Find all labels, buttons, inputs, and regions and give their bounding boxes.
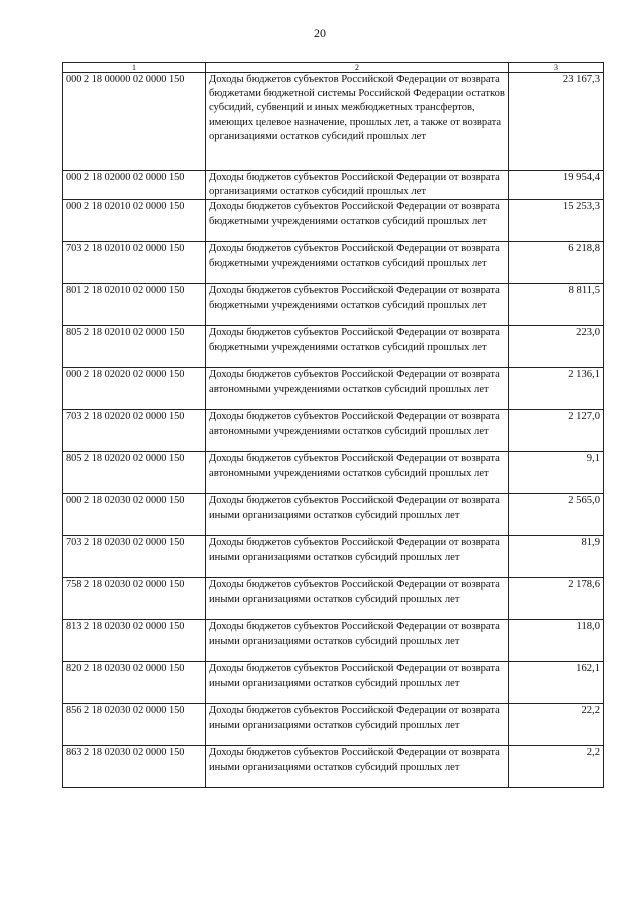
revenue-description: Доходы бюджетов субъектов Российской Федерации от возврата бюджетными учреждениями остатков субсидий прошлых лет [206,326,509,368]
table-row [63,242,604,284]
amount: 23 167,3 [509,73,604,171]
budget-code: 801 2 18 02010 02 0000 150 [63,284,206,326]
revenue-description: Доходы бюджетов субъектов Российской Федерации от возврата организациями остатков субсидий прошлых лет [206,171,509,200]
budget-code: 703 2 18 02010 02 0000 150 [63,242,206,284]
table-row [63,452,604,494]
column-header-amount: 3 [509,63,604,73]
budget-code: 703 2 18 02030 02 0000 150 [63,536,206,578]
table-row [63,620,604,662]
table-header [63,63,604,73]
budget-code: 813 2 18 02030 02 0000 150 [63,620,206,662]
revenue-description: Доходы бюджетов субъектов Российской Федерации от возврата бюджетными учреждениями остатков субсидий прошлых лет [206,284,509,326]
table-row [63,200,604,242]
budget-code: 000 2 18 02030 02 0000 150 [63,494,206,536]
revenue-description: Доходы бюджетов субъектов Российской Федерации от возврата автономными учреждениями остатков субсидий прошлых лет [206,452,509,494]
budget-code: 000 2 18 02010 02 0000 150 [63,200,206,242]
revenue-description: Доходы бюджетов субъектов Российской Федерации от возврата иными организациями остатков субсидий прошлых лет [206,746,509,788]
amount: 19 954,4 [509,171,604,200]
table-row [63,326,604,368]
amount: 2 136,1 [509,368,604,410]
table-body [63,73,604,788]
table-row [63,171,604,200]
column-header-code: 1 [63,63,206,73]
table-row [63,73,604,171]
amount: 9,1 [509,452,604,494]
table-row [63,284,604,326]
revenue-description: Доходы бюджетов субъектов Российской Федерации от возврата иными организациями остатков субсидий прошлых лет [206,494,509,536]
amount: 8 811,5 [509,284,604,326]
revenue-description: Доходы бюджетов субъектов Российской Федерации от возврата иными организациями остатков субсидий прошлых лет [206,620,509,662]
amount: 2 565,0 [509,494,604,536]
amount: 162,1 [509,662,604,704]
budget-code: 000 2 18 02000 02 0000 150 [63,171,206,200]
budget-code: 805 2 18 02020 02 0000 150 [63,452,206,494]
amount: 81,9 [509,536,604,578]
table-row [63,662,604,704]
table-row [63,746,604,788]
budget-code: 805 2 18 02010 02 0000 150 [63,326,206,368]
budget-code: 758 2 18 02030 02 0000 150 [63,578,206,620]
budget-code: 703 2 18 02020 02 0000 150 [63,410,206,452]
budget-code: 863 2 18 02030 02 0000 150 [63,746,206,788]
table-row [63,368,604,410]
revenue-description: Доходы бюджетов субъектов Российской Федерации от возврата бюджетами бюджетной системы Российской Федерации остатков субсидий, субвенций и иных межбюджетных трансфертов, имеющих целевое назначение, прошлых лет, а также от возврата организациями остатков субсидий прошлых лет [206,73,509,171]
amount: 2,2 [509,746,604,788]
revenue-description: Доходы бюджетов субъектов Российской Федерации от возврата автономными учреждениями остатков субсидий прошлых лет [206,368,509,410]
table-row [63,494,604,536]
revenue-description: Доходы бюджетов субъектов Российской Федерации от возврата иными организациями остатков субсидий прошлых лет [206,662,509,704]
amount: 223,0 [509,326,604,368]
table-row [63,410,604,452]
revenue-description: Доходы бюджетов субъектов Российской Федерации от возврата иными организациями остатков субсидий прошлых лет [206,704,509,746]
amount: 22,2 [509,704,604,746]
budget-code: 000 2 18 00000 02 0000 150 [63,73,206,171]
revenue-description: Доходы бюджетов субъектов Российской Федерации от возврата бюджетными учреждениями остатков субсидий прошлых лет [206,200,509,242]
budget-code: 820 2 18 02030 02 0000 150 [63,662,206,704]
page-number: 20 [314,26,326,40]
budget-code: 856 2 18 02030 02 0000 150 [63,704,206,746]
revenue-description: Доходы бюджетов субъектов Российской Федерации от возврата иными организациями остатков субсидий прошлых лет [206,578,509,620]
table-row [63,578,604,620]
amount: 15 253,3 [509,200,604,242]
revenue-description: Доходы бюджетов субъектов Российской Федерации от возврата автономными учреждениями остатков субсидий прошлых лет [206,410,509,452]
table-row [63,704,604,746]
revenue-table [62,62,604,788]
amount: 118,0 [509,620,604,662]
amount: 2 127,0 [509,410,604,452]
amount: 2 178,6 [509,578,604,620]
revenue-description: Доходы бюджетов субъектов Российской Федерации от возврата бюджетными учреждениями остатков субсидий прошлых лет [206,242,509,284]
table-row [63,536,604,578]
budget-code: 000 2 18 02020 02 0000 150 [63,368,206,410]
revenue-description: Доходы бюджетов субъектов Российской Федерации от возврата иными организациями остатков субсидий прошлых лет [206,536,509,578]
amount: 6 218,8 [509,242,604,284]
column-header-description: 2 [206,63,509,73]
